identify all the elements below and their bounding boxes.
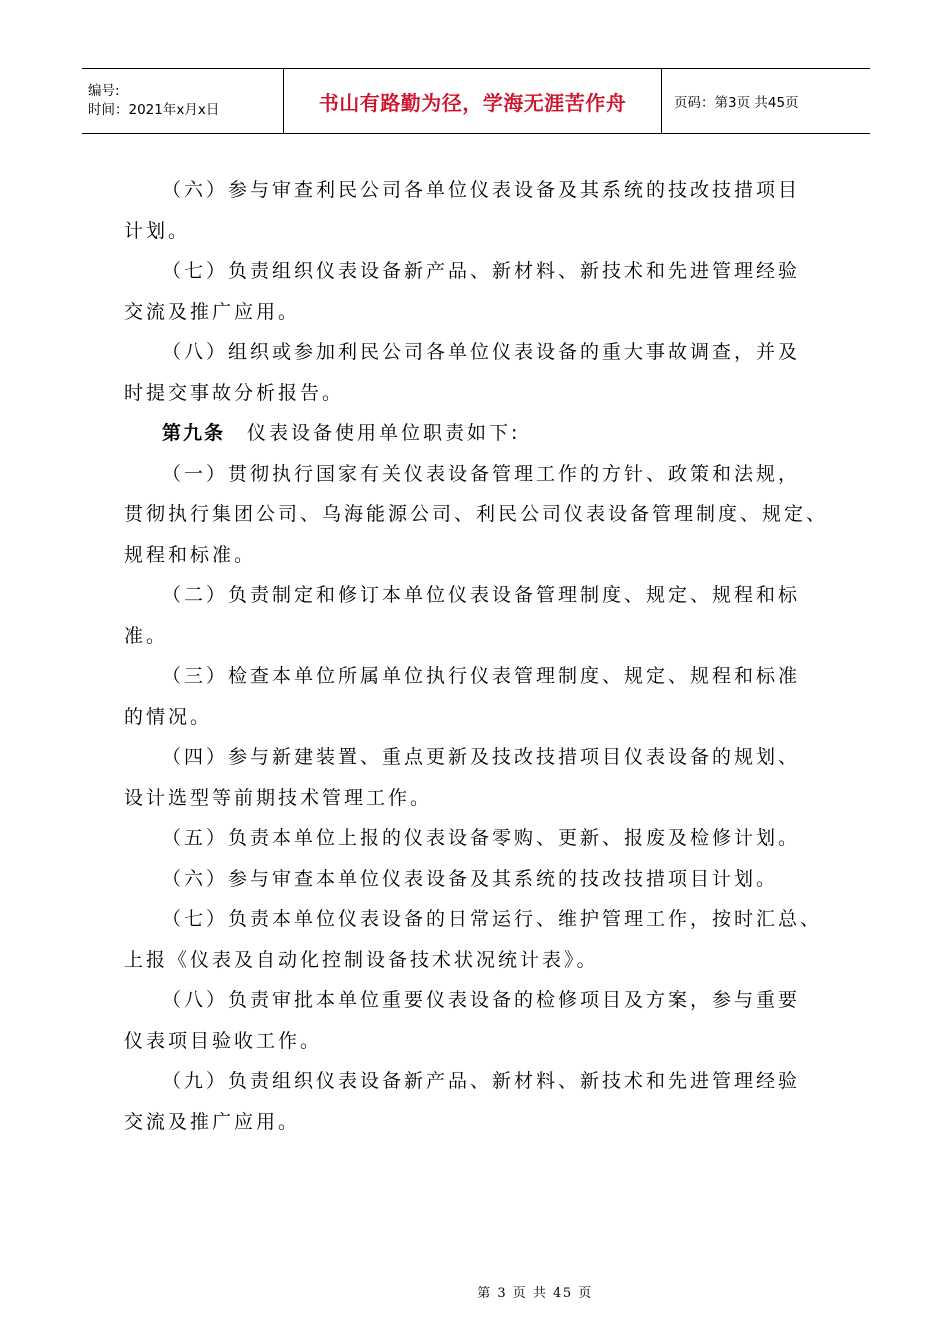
paragraph-line: 仪表项目验收工作。	[124, 1029, 323, 1052]
paragraph-line: （八）组织或参加利民公司各单位仪表设备的重大事故调查，并及	[162, 341, 801, 363]
article-title: 仪表设备使用单位职责如下:	[247, 422, 521, 444]
paragraph-line: （七）负责本单位仪表设备的日常运行、维护管理工作，按时汇总、	[162, 908, 823, 930]
paragraph-line: （二）负责制定和修订本单位仪表设备管理制度、规定、规程和标	[162, 584, 801, 606]
paragraph-line: 上报《仪表及自动化控制设备技术状况统计表》。	[124, 948, 599, 971]
page-footer	[0, 1282, 950, 1301]
paragraph-line: 设计选型等前期技术管理工作。	[124, 786, 433, 809]
page-header	[82, 68, 870, 134]
document-number: 编号:	[88, 83, 120, 99]
paragraph-line: （六）参与审查利民公司各单位仪表设备及其系统的技改技措项目	[162, 179, 801, 201]
paragraph-line: 计划。	[124, 219, 191, 242]
paragraph-line: （六）参与审查本单位仪表设备及其系统的技改技措项目计划。	[162, 867, 779, 890]
paragraph-line: （一）贯彻执行国家有关仪表设备管理工作的方针、政策和法规，	[162, 462, 801, 485]
paragraph-line: 交流及推广应用。	[124, 300, 301, 323]
header-meta	[82, 69, 284, 133]
article-heading-line	[124, 413, 844, 454]
paragraph-line: 时提交事故分析报告。	[124, 381, 345, 404]
paragraph-line: 准。	[124, 624, 169, 647]
document-body	[124, 170, 844, 1142]
footer-page-number: 第 3 页 共 45 页	[477, 1286, 593, 1301]
paragraph-line: （五）负责本单位上报的仪表设备零购、更新、报废及检修计划。	[162, 827, 801, 849]
paragraph-line: （八）负责审批本单位重要仪表设备的检修项目及方案，参与重要	[162, 989, 801, 1011]
paragraph-line: （九）负责组织仪表设备新产品、新材料、新技术和先进管理经验	[162, 1070, 801, 1092]
paragraph-line: （三）检查本单位所属单位执行仪表管理制度、规定、规程和标准	[162, 665, 801, 687]
document-time: 时间：2021年x月x日	[88, 102, 220, 118]
motto-text: 书山有路勤为径，学海无涯苦作舟	[318, 90, 627, 115]
page-indicator: 页码：第3页 共45页	[674, 95, 799, 111]
paragraph-line: （四）参与新建装置、重点更新及技改技措项目仪表设备的规划、	[162, 746, 801, 768]
paragraph-line: （七）负责组织仪表设备新产品、新材料、新技术和先进管理经验	[162, 260, 801, 282]
header-motto	[284, 69, 662, 133]
header-page	[662, 69, 870, 133]
paragraph-line: 贯彻执行集团公司、乌海能源公司、利民公司仪表设备管理制度、规定、	[124, 503, 829, 525]
article-number: 第九条	[162, 422, 226, 444]
paragraph-line: 交流及推广应用。	[124, 1110, 301, 1133]
paragraph-line: 规程和标准。	[124, 543, 257, 566]
paragraph-line: 的情况。	[124, 705, 213, 728]
